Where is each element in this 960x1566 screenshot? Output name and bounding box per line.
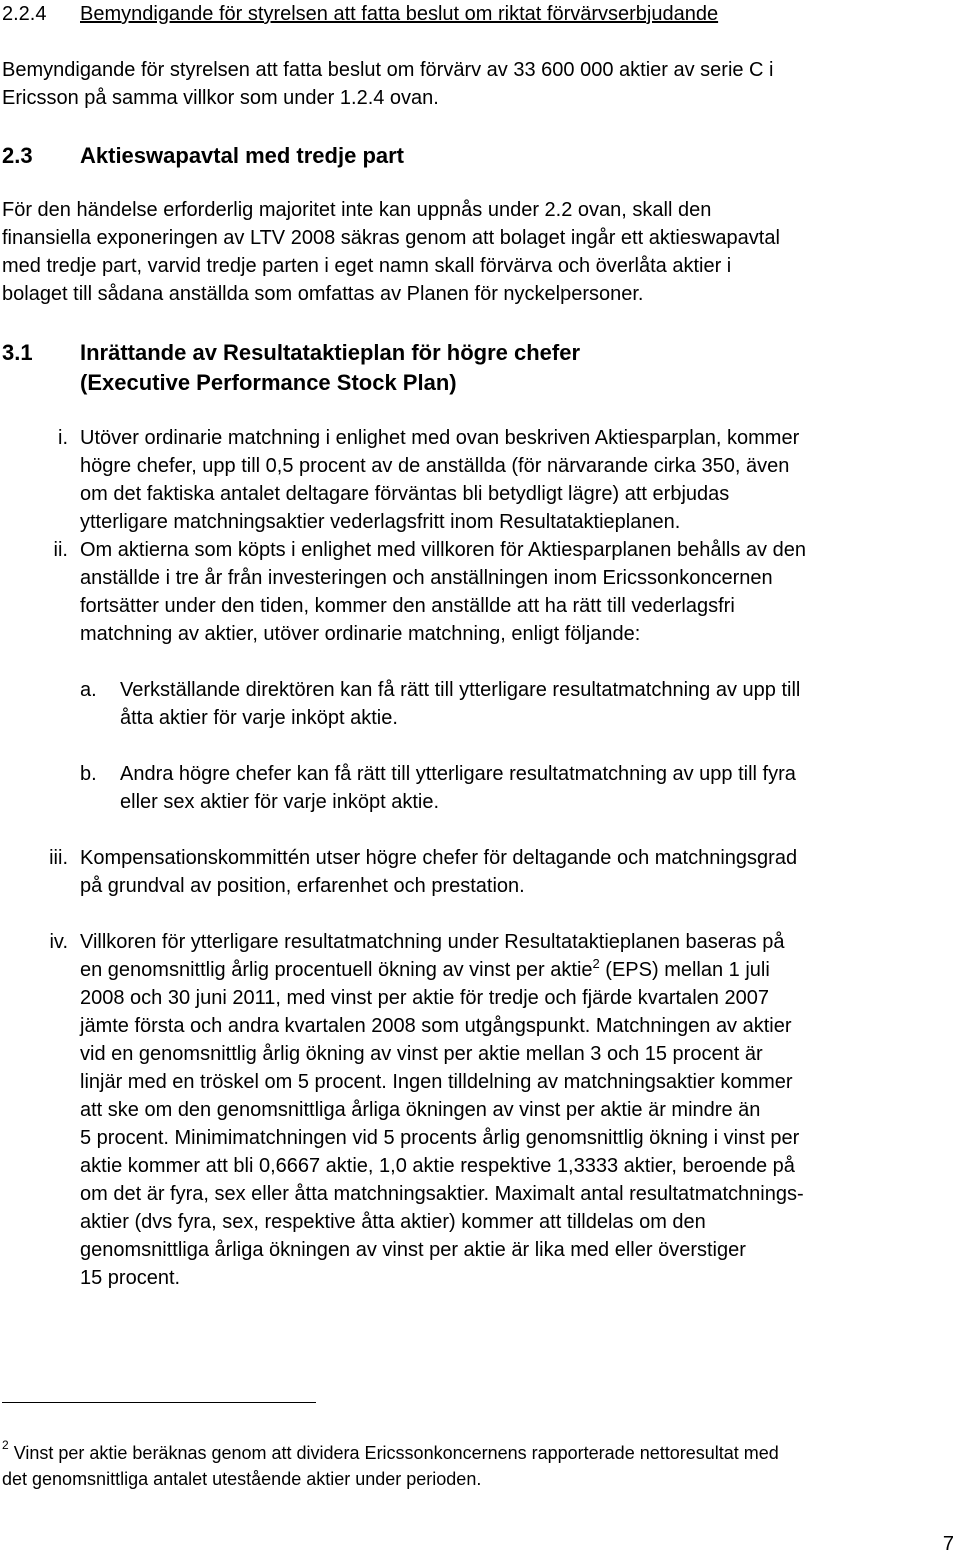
page-number: 7 [942,1533,954,1555]
item-iv-line-2-post: (EPS) mellan 1 juli [599,959,770,981]
item-ii-b-line-1: Andra högre chefer kan få rätt till ytterligare resultatmatchning av upp till fyra [120,763,796,785]
item-ii-a-line-1: Verkställande direktören kan få rätt till ytterligare resultatmatchning av upp till [120,679,801,701]
item-iv-line-7: att ske om den genomsnittliga årliga ökningen av vinst per aktie är mindre än [80,1099,761,1121]
section-224-title-link[interactable]: Bemyndigande för styrelsen att fatta beslut om riktat förvärvserbjudande [80,3,719,25]
item-iv-line-3: 2008 och 30 juni 2011, med vinst per aktie för tredje och fjärde kvartalen 2007 [80,987,769,1009]
item-iv-line-2 [80,956,770,984]
section-31-number: 3.1 [2,340,33,365]
item-iii-marker: iii. [49,847,68,869]
item-iv-line-1: Villkoren för ytterligare resultatmatchning under Resultataktieplanen baseras på [80,931,785,953]
item-iv-line-4: jämte första och andra kvartalen 2008 som utgångspunkt. Matchningen av aktier [80,1015,792,1037]
item-ii-line-1: Om aktierna som köpts i enlighet med villkoren för Aktiesparplanen behålls av den [80,539,806,561]
section-23-body-line-1: För den händelse erforderlig majoritet inte kan uppnås under 2.2 ovan, skall den [2,199,712,221]
item-ii-line-2: anställde i tre år från investeringen och anställningen inom Ericssonkoncernen [80,567,773,589]
footnote-line-1 [2,1440,779,1466]
item-ii-b-marker: b. [80,763,97,785]
item-ii-line-4: matchning av aktier, utöver ordinarie matchning, enligt följande: [80,623,641,645]
item-iv-line-10: om det är fyra, sex eller åtta matchningsaktier. Maximalt antal resultatmatchnings- [80,1183,804,1205]
item-iv-line-2-pre: en genomsnittlig årlig procentuell ökning av vinst per aktie [80,959,593,981]
item-iv-marker: iv. [49,931,68,953]
section-23-number: 2.3 [2,143,33,168]
footnote-line-2: det genomsnittliga antalet utestående aktier under perioden. [2,1469,482,1489]
item-iii-line-2: på grundval av position, erfarenhet och prestation. [80,875,525,897]
item-ii-a-line-2: åtta aktier för varje inköpt aktie. [120,707,398,729]
section-224-title[interactable] [80,0,718,28]
item-iv-line-13: 15 procent. [80,1267,181,1289]
item-i-line-1: Utöver ordinarie matchning i enlighet med ovan beskriven Aktiesparplan, kommer [80,427,800,449]
item-ii-marker: ii. [53,539,68,561]
footnote-marker: 2 [2,1438,9,1452]
section-31-title-line-2: (Executive Performance Stock Plan) [80,370,457,395]
section-224-body-line-2: Ericsson på samma villkor som under 1.2.4 ovan. [2,87,439,109]
section-31-title-line-1: Inrättande av Resultataktieplan för högre chefer [80,340,581,365]
section-23-body-line-2: finansiella exponeringen av LTV 2008 säkras genom att bolaget ingår ett aktieswapavtal [2,227,780,249]
section-23-body-line-3: med tredje part, varvid tredje parten i eget namn skall förvärva och överlåta aktier i [2,255,732,277]
item-ii-a-marker: a. [80,679,97,701]
item-iii-line-1: Kompensationskommittén utser högre chefer för deltagande och matchningsgrad [80,847,798,869]
item-ii-line-3: fortsätter under den tiden, kommer den anställde att ha rätt till vederlagsfri [80,595,735,617]
item-iv-line-12: genomsnittliga årliga ökningen av vinst per aktie är lika med eller överstiger [80,1239,746,1261]
section-23-body-line-4: bolaget till sådana anställda som omfattas av Planen för nyckelpersoner. [2,283,644,305]
item-i-line-4: ytterligare matchningsaktier vederlagsfritt inom Resultataktieplanen. [80,511,681,533]
item-i-marker: i. [58,427,68,449]
section-23-title: Aktieswapavtal med tredje part [80,143,405,168]
item-iv-line-8: 5 procent. Minimimatchningen vid 5 procents årlig genomsnittlig ökning i vinst per [80,1127,800,1149]
item-i-line-2: högre chefer, upp till 0,5 procent av de anställda (för närvarande cirka 350, även [80,455,790,477]
footnote-separator [2,1402,316,1403]
section-224-body-line-1: Bemyndigande för styrelsen att fatta beslut om förvärv av 33 600 000 aktier av serie C i [2,59,774,81]
item-iv-line-6: linjär med en tröskel om 5 procent. Ingen tilldelning av matchningsaktier kommer [80,1071,793,1093]
item-ii-b-line-2: eller sex aktier för varje inköpt aktie. [120,791,440,813]
footnote-text-1: Vinst per aktie beräknas genom att dividera Ericssonkoncernens rapporterade nettoresultat med [8,1443,779,1463]
footnote-reference-2[interactable]: 2 [592,956,600,971]
item-iv-line-11: aktier (dvs fyra, sex, respektive åtta aktier) kommer att tilldelas om den [80,1211,706,1233]
item-iv-line-9: aktie kommer att bli 0,6667 aktie, 1,0 aktie respektive 1,3333 aktier, beroende på [80,1155,795,1177]
item-iv-line-5: vid en genomsnittlig årlig ökning av vinst per aktie mellan 3 och 15 procent är [80,1043,763,1065]
section-224-number: 2.2.4 [2,3,47,25]
item-i-line-3: om det faktiska antalet deltagare förväntas bli betydligt lägre) att erbjudas [80,483,730,505]
